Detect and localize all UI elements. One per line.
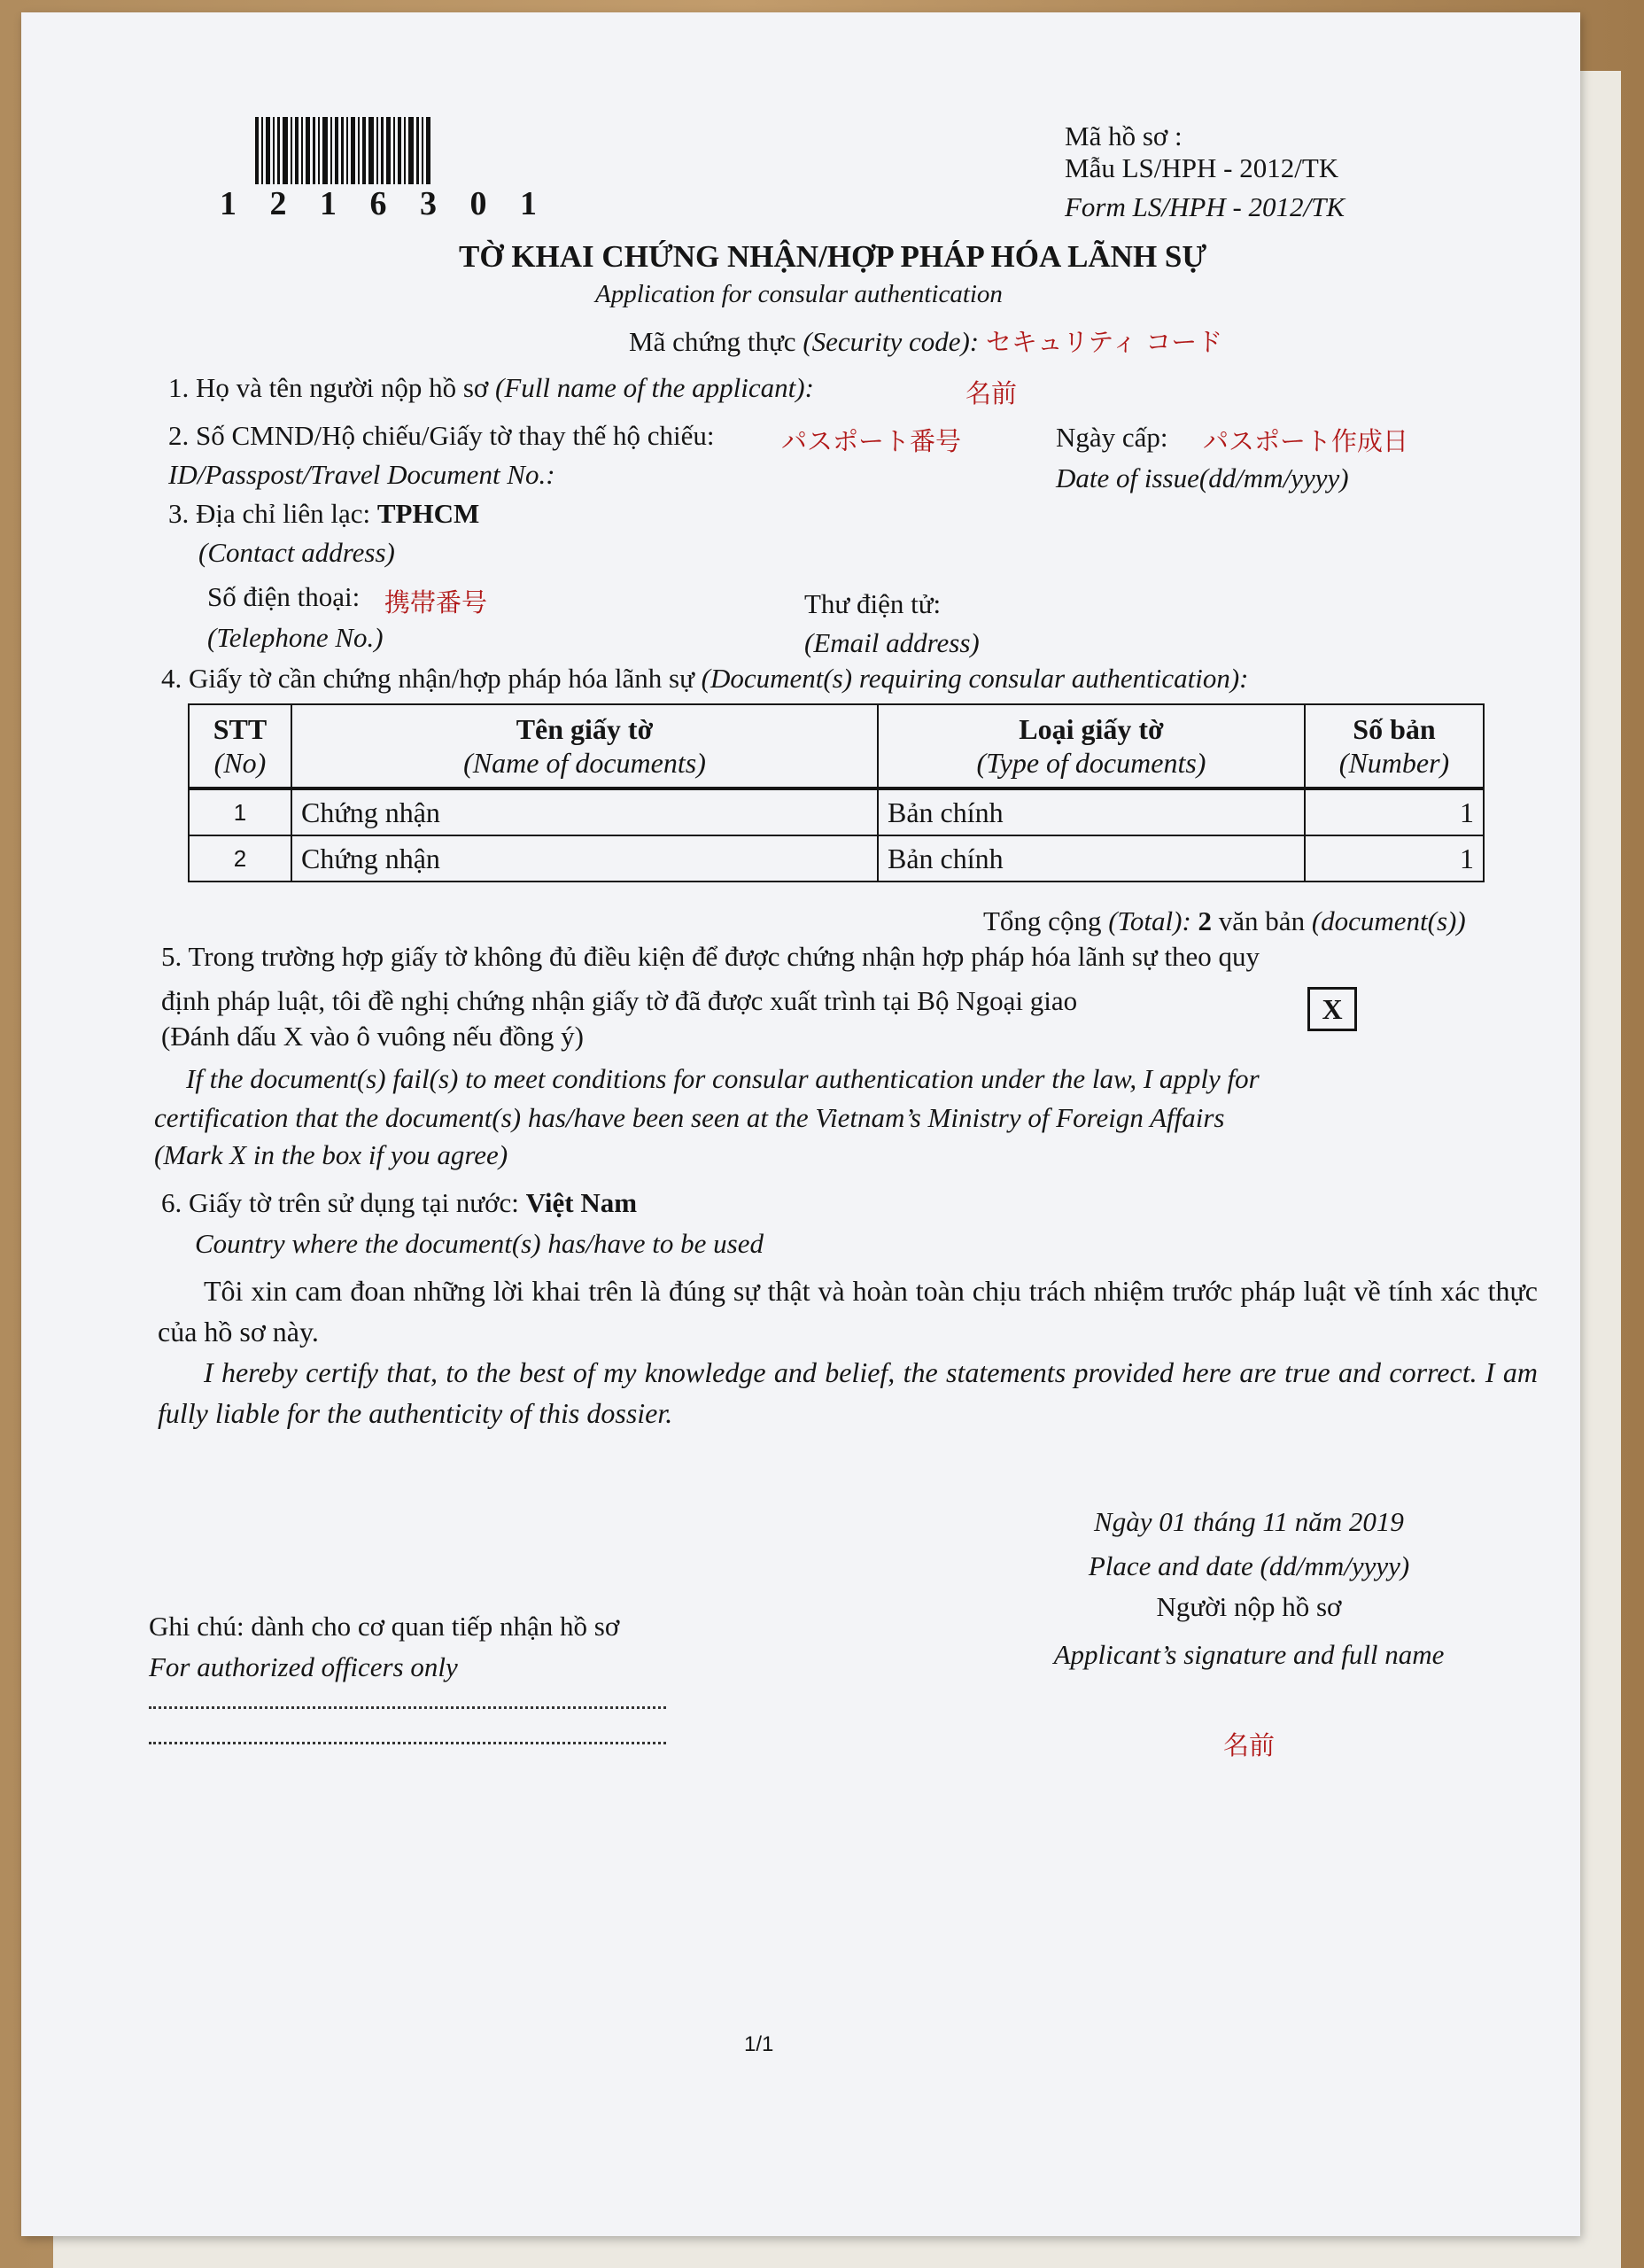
cell-no: 1	[189, 788, 291, 835]
issue-date-label: Ngày cấp:	[1056, 422, 1168, 453]
application-form-sheet	[21, 12, 1580, 2236]
notes-label: Ghi chú: dành cho cơ quan tiếp nhận hồ sơ	[149, 1611, 620, 1642]
country-label-en: Country where the document(s) has/have to be used	[195, 1228, 764, 1259]
applicant-name-value: 名前	[965, 378, 1018, 408]
country-label: 6. Giấy tờ trên sử dụng tại nước: Việt Nam	[161, 1187, 638, 1218]
applicant-signature-name: 名前	[1222, 1730, 1275, 1760]
section5-en-line3: (Mark X in the box if you agree)	[154, 1139, 508, 1170]
cell-number: 1	[1305, 835, 1484, 882]
notes-line	[149, 1742, 666, 1744]
id-number-label-en: ID/Passpost/Travel Document No.:	[168, 459, 555, 490]
declaration-vi: Tôi xin cam đoan những lời khai trên là đúng sự thật và hoàn toàn chịu trách nhiệm trước pháp luật về tính xác thực của hồ sơ này.	[158, 1275, 1538, 1348]
section5-line3: (Đánh dấu X vào ô vuông nếu đồng ý)	[161, 1021, 584, 1052]
applicant-name-label: 1. Họ và tên người nộp hồ sơ (Full name of the applicant):	[168, 372, 814, 403]
consent-checkbox[interactable]: X	[1307, 987, 1357, 1031]
section5-line2: định pháp luật, tôi đề nghị chứng nhận giấy tờ đã được xuất trình tại Bộ Ngoại giao	[161, 985, 1078, 1016]
documents-table	[188, 703, 1485, 882]
issue-date-value: パスポート作成日	[1203, 426, 1409, 456]
form-code-vi: Mẫu LS/HPH - 2012/TK	[1065, 152, 1339, 183]
email-label: Thư điện tử:	[804, 588, 942, 619]
notes-line	[149, 1706, 666, 1709]
phone-label-en: (Telephone No.)	[207, 622, 384, 653]
issue-date-label-en: Date of issue(dd/mm/yyyy)	[1056, 462, 1349, 493]
security-code-value: セキュリティ コード	[985, 327, 1223, 357]
cell-no: 2	[189, 835, 291, 882]
column-header-name: Tên giấy tờ (Name of documents)	[291, 704, 878, 788]
id-number-value: パスポート番号	[781, 426, 962, 456]
column-header-number: Số bản (Number)	[1305, 704, 1484, 788]
notes-label-en: For authorized officers only	[149, 1651, 458, 1682]
cell-number: 1	[1305, 788, 1484, 835]
table-row	[189, 835, 1484, 882]
contact-address-label: 3. Địa chỉ liên lạc: TPHCM	[168, 498, 480, 529]
signature-date-label: Place and date (dd/mm/yyyy)	[1088, 1550, 1410, 1581]
country-value: Việt Nam	[525, 1187, 638, 1218]
section5-en-line2: certification that the document(s) has/have been seen at the Vietnam’s Ministry of Foreign Affairs	[154, 1102, 1225, 1133]
contact-address-value: TPHCM	[376, 498, 480, 529]
declaration-en: I hereby certify that, to the best of my knowledge and belief, the statements provided here are true and correct. I am fully liable for the authenticity of this dossier.	[158, 1356, 1538, 1429]
phone-label: Số điện thoại:	[207, 581, 361, 612]
page-number: 1/1	[744, 2032, 774, 2056]
applicant-label: Người nộp hồ sơ	[1156, 1591, 1342, 1622]
cell-name: Chứng nhận	[291, 835, 878, 882]
signature-date: Ngày 01 tháng 11 năm 2019	[1094, 1506, 1404, 1537]
cell-type: Bản chính	[878, 788, 1305, 835]
barcode-number: 1 2 1 6 3 0 1	[220, 185, 549, 222]
id-number-label: 2. Số CMND/Hộ chiếu/Giấy tờ thay thế hộ chiếu:	[168, 420, 715, 451]
documents-label: 4. Giấy tờ cần chứng nhận/hợp pháp hóa lãnh sự (Document(s) requiring consular authentication):	[161, 663, 1249, 694]
table-row	[189, 788, 1484, 835]
cell-type: Bản chính	[878, 835, 1305, 882]
section5-en-line1: If the document(s) fail(s) to meet conditions for consular authentication under the law, I apply for	[186, 1063, 1260, 1094]
page-title: TỜ KHAI CHỨNG NHẬN/HỢP PHÁP HÓA LÃNH SỰ	[459, 239, 1207, 274]
total-documents: Tổng cộng (Total): 2 văn bản (document(s))	[983, 905, 1466, 936]
security-code-row: Mã chứng thực (Security code): セキュリティ コード	[629, 326, 1223, 357]
barcode-icon	[255, 117, 432, 184]
email-label-en: (Email address)	[804, 627, 980, 658]
table-header-row	[189, 704, 1484, 788]
contact-address-label-en: (Contact address)	[198, 537, 395, 568]
column-header-type: Loại giấy tờ (Type of documents)	[878, 704, 1305, 788]
applicant-label-en: Applicant’s signature and full name	[1053, 1639, 1445, 1670]
phone-value: 携帯番号	[384, 587, 488, 617]
section5-line1: 5. Trong trường hợp giấy tờ không đủ điều kiện để được chứng nhận hợp pháp hóa lãnh sự theo quy	[161, 941, 1260, 972]
file-code-label: Mã hồ sơ :	[1065, 120, 1183, 151]
column-header-no: STT (No)	[189, 704, 291, 788]
cell-name: Chứng nhận	[291, 788, 878, 835]
form-code-en: Form LS/HPH - 2012/TK	[1065, 191, 1345, 222]
page-subtitle: Application for consular authentication	[595, 280, 1003, 308]
